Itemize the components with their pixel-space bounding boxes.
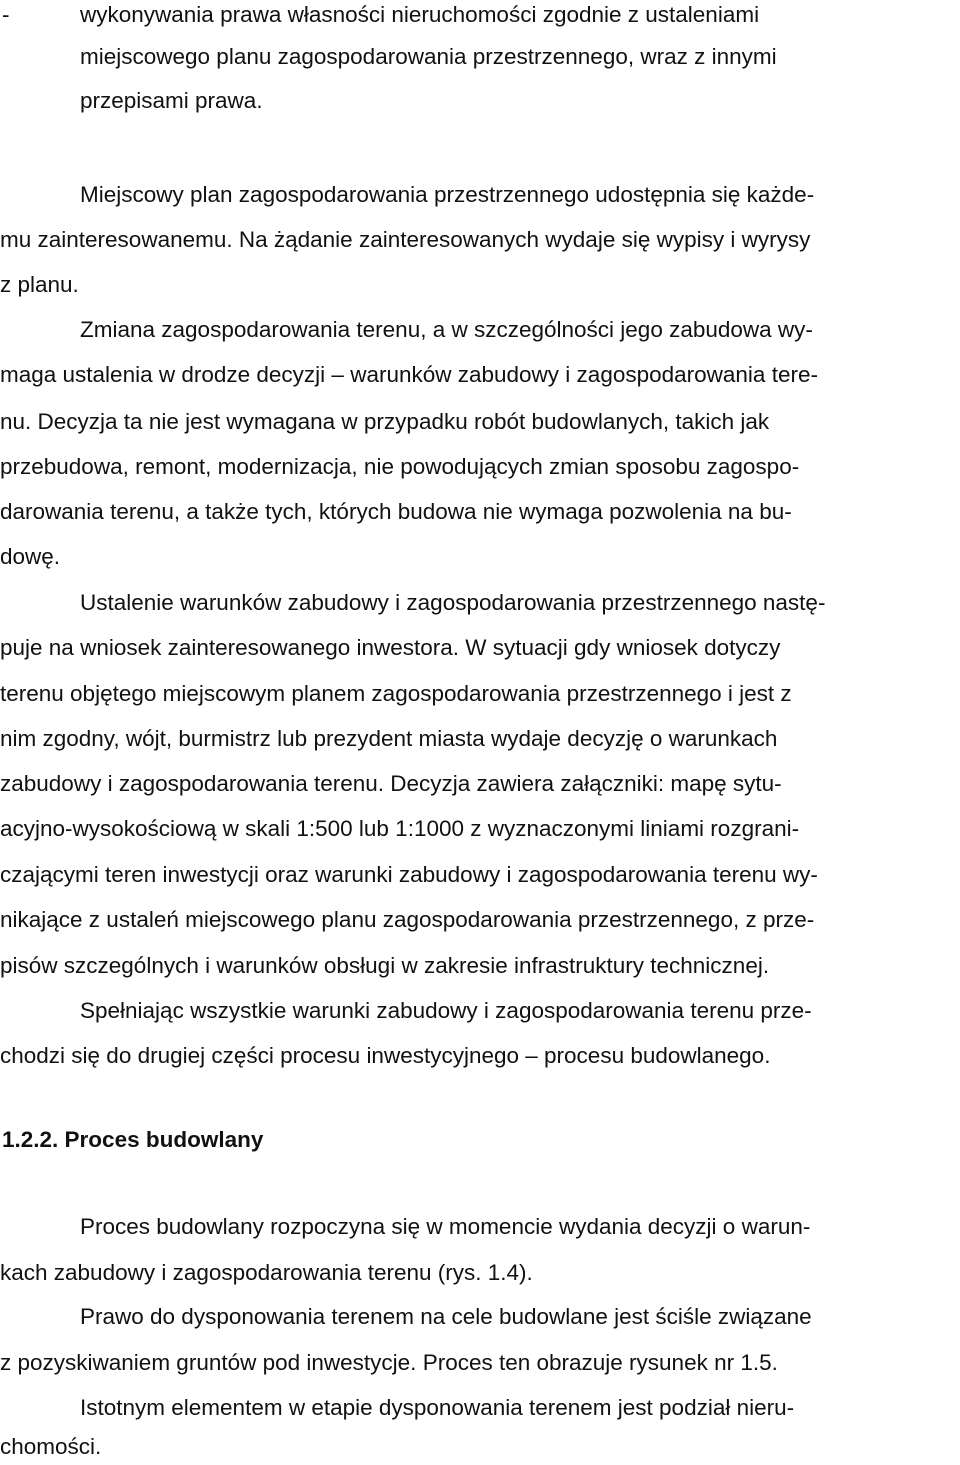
text-line: pisów szczególnych i warunków obsługi w zakresie infrastruktury technicznej. bbox=[0, 953, 770, 978]
text-line: mu zainteresowanemu. Na żądanie zainteresowanych wydaje się wypisy i wyrysy bbox=[0, 227, 811, 252]
text-line: dowę. bbox=[0, 544, 61, 569]
text-line: darowania terenu, a także tych, których budowa nie wymaga pozwolenia na bu- bbox=[0, 499, 792, 524]
list-dash: - bbox=[2, 2, 10, 27]
text-line: Istotnym elementem w etapie dysponowania terenem jest podział nieru- bbox=[80, 1395, 795, 1420]
text-line: miejscowego planu zagospodarowania przestrzennego, wraz z innymi bbox=[80, 44, 777, 69]
text-line: puje na wniosek zainteresowanego inwestora. W sytuacji gdy wniosek dotyczy bbox=[0, 635, 781, 660]
text-line: zabudowy i zagospodarowania terenu. Decyzja zawiera załączniki: mapę sytu- bbox=[0, 771, 782, 796]
text-line: nu. Decyzja ta nie jest wymagana w przypadku robót budowlanych, takich jak bbox=[0, 409, 770, 434]
text-line: maga ustalenia w drodze decyzji – warunków zabudowy i zagospodarowania tere- bbox=[0, 362, 818, 387]
text-line: terenu objętego miejscowym planem zagospodarowania przestrzennego i jest z bbox=[0, 681, 792, 706]
text-line: przepisami prawa. bbox=[80, 88, 263, 113]
text-line: Prawo do dysponowania terenem na cele budowlane jest ściśle związane bbox=[80, 1304, 812, 1329]
text-line: z planu. bbox=[0, 272, 79, 297]
text-line: przebudowa, remont, modernizacja, nie powodujących zmian sposobu zagospo- bbox=[0, 454, 800, 479]
text-line: nim zgodny, wójt, burmistrz lub prezydent miasta wydaje decyzję o warunkach bbox=[0, 726, 778, 751]
section-heading: 1.2.2. Proces budowlany bbox=[2, 1127, 264, 1152]
text-line: Ustalenie warunków zabudowy i zagospodarowania przestrzennego nastę- bbox=[80, 590, 826, 615]
text-line: Miejscowy plan zagospodarowania przestrzennego udostępnia się każde- bbox=[80, 182, 815, 207]
text-line: czającymi teren inwestycji oraz warunki zabudowy i zagospodarowania terenu wy- bbox=[0, 862, 818, 887]
text-line: z pozyskiwaniem gruntów pod inwestycje. Proces ten obrazuje rysunek nr 1.5. bbox=[0, 1350, 778, 1375]
text-line: wykonywania prawa własności nieruchomości zgodnie z ustaleniami bbox=[80, 2, 760, 27]
text-line: Zmiana zagospodarowania terenu, a w szczególności jego zabudowa wy- bbox=[80, 317, 813, 342]
text-line: Proces budowlany rozpoczyna się w momencie wydania decyzji o warun- bbox=[80, 1214, 811, 1239]
text-line: kach zabudowy i zagospodarowania terenu (rys. 1.4). bbox=[0, 1260, 533, 1285]
text-line: acyjno-wysokościową w skali 1:500 lub 1:1000 z wyznaczonymi liniami rozgrani- bbox=[0, 816, 800, 841]
text-line: Spełniając wszystkie warunki zabudowy i zagospodarowania terenu prze- bbox=[80, 998, 812, 1023]
text-line: chomości. bbox=[0, 1434, 102, 1459]
text-line: nikające z ustaleń miejscowego planu zagospodarowania przestrzennego, z prze- bbox=[0, 907, 815, 932]
text-line: chodzi się do drugiej części procesu inwestycyjnego – procesu budowlanego. bbox=[0, 1043, 771, 1068]
